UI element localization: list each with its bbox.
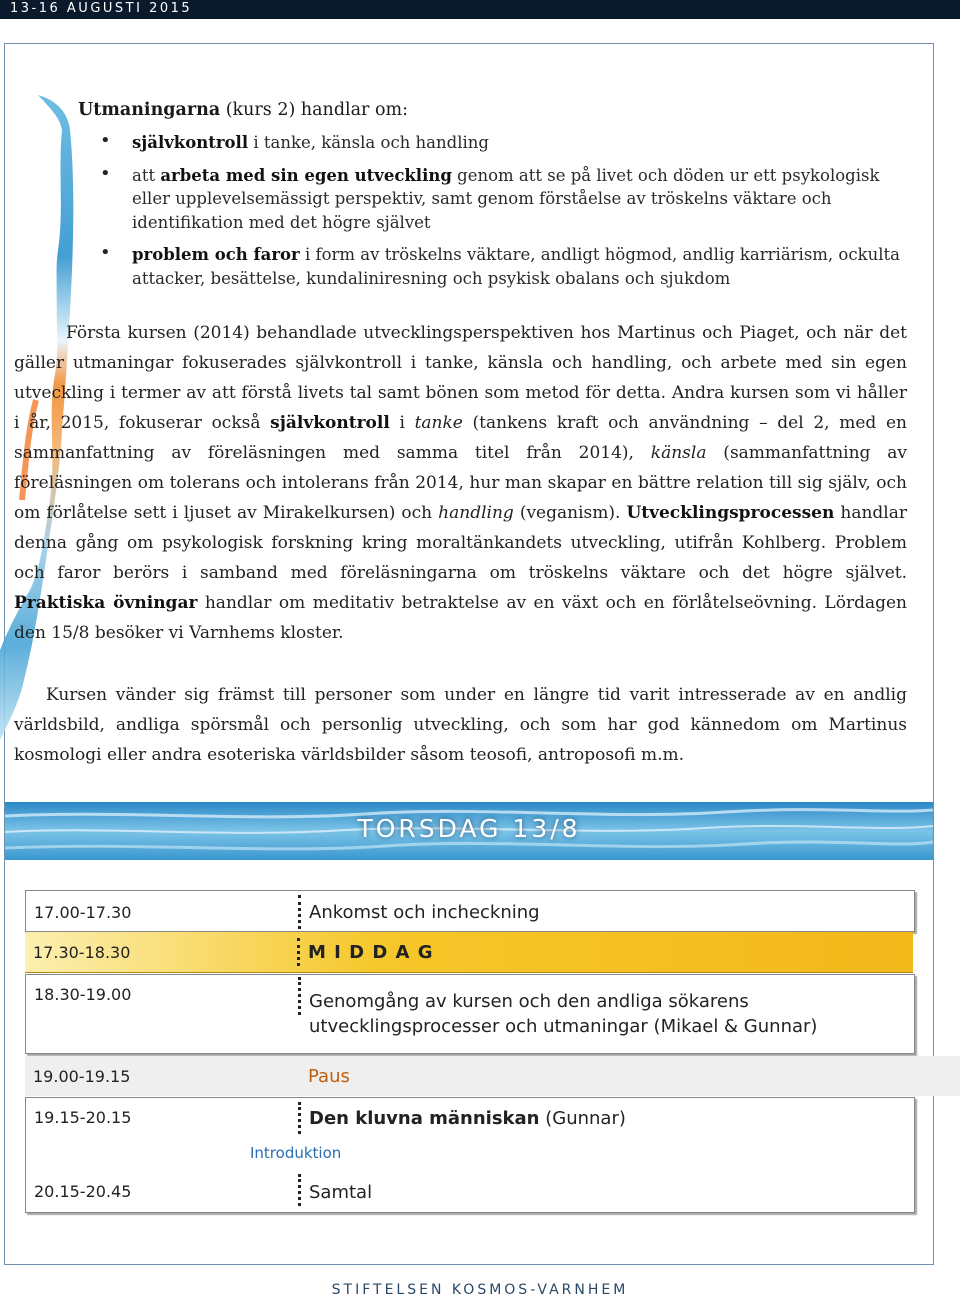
- schedule-time: 19.00-19.15: [33, 1067, 131, 1086]
- para-text: handlar om meditativ betraktelse av en växt och en förlåtelseövning. Lördagen den 15/8 besöker vi Varnhems kloster.: [14, 593, 907, 643]
- audience-paragraph: Kursen vänder sig främst till personer som under en längre tid varit intresserade av en andlig världsbild, andliga spörsmål och personlig utveckling, och som har god kännedom om Martinus kosmologi eller andra esoteriska världsbilder såsom teosofi, antroposofi m.m.: [14, 685, 907, 765]
- para-bold: självkontroll: [270, 413, 390, 433]
- para-text: handlar denna gång om psykologisk forskning kring moraltänkandets utveckling, utifrån Kohlberg. Problem och faror berörs i samband med föreläsningarna om tröskelns väktare och det högre självet.: [14, 503, 907, 583]
- challenges-list: [100, 131, 910, 299]
- para-italic: tanke: [414, 413, 463, 433]
- schedule-desc: M I D D A G: [308, 942, 434, 963]
- schedule-desc: Paus: [308, 1066, 350, 1087]
- session-speaker: (Gunnar): [539, 1108, 626, 1129]
- bullet-text: genom att se på livet och döden ur ett psykologisk eller upplevelsemässigt perspektiv, samt genom förståelse av tröskelns väktare och identifikation med det högre självet: [132, 165, 880, 232]
- schedule-desc: Genomgång av kursen och den andliga sökarens utvecklingsprocesser och utmaningar (Mikael & Gunnar): [309, 991, 818, 1037]
- schedule-desc: [309, 1106, 626, 1131]
- schedule-divider: [297, 938, 300, 966]
- day-title: TORSDAG 13/8: [357, 814, 581, 843]
- bullet-pre: att: [132, 165, 161, 185]
- schedule-divider: [298, 1102, 301, 1134]
- list-item: [100, 131, 910, 155]
- date-label: 13-16 AUGUSTI 2015: [10, 1, 193, 16]
- schedule-row: [25, 974, 915, 1054]
- bullet-bold: arbeta med sin egen utveckling: [160, 165, 452, 185]
- footer-organization: STIFTELSEN KOSMOS-VARNHEM: [331, 1282, 629, 1298]
- para-italic: handling: [438, 503, 514, 523]
- course-description-paragraph: [14, 318, 907, 648]
- para-text: (veganism).: [513, 503, 627, 523]
- challenges-heading: [78, 100, 408, 120]
- para-bold: Praktiska övningar: [14, 593, 198, 613]
- para-italic: känsla: [650, 443, 707, 463]
- schedule-time: 17.30-18.30: [33, 943, 131, 962]
- para-text: i: [389, 413, 415, 433]
- schedule-desc: Ankomst och incheckning: [309, 902, 540, 923]
- schedule-time: 19.15-20.15: [34, 1108, 132, 1127]
- schedule-time: 20.15-20.45: [34, 1182, 132, 1201]
- bullet-bold: problem och faror: [132, 245, 300, 264]
- schedule-divider: [298, 977, 301, 1015]
- schedule-time: 18.30-19.00: [34, 985, 132, 1004]
- para-text: (tankens kraft och användning – del 2, med en sammanfattning av föreläsningen med samma titel från 2014),: [14, 413, 907, 463]
- schedule-row-meal: [25, 932, 913, 973]
- bullet-text: i form av tröskelns väktare, andligt högmod, andlig karriärism, ockulta attacker, besättelse, kundaliniresning och psykisk obalans och sjukdom: [132, 245, 900, 288]
- session-title: Den kluvna människan: [309, 1108, 540, 1129]
- session-tag: Introduktion: [250, 1144, 342, 1162]
- schedule-divider: [298, 895, 301, 929]
- para-text: (sammanfattning av föreläsningen om tolerans och intolerans från 2014, hur man skapar en bättre relation till sig själv, och om förlåtelse sett i ljuset av Mirakelkursen) och: [14, 443, 908, 523]
- schedule-time: 17.00-17.30: [34, 903, 132, 922]
- schedule-divider: [298, 1174, 301, 1206]
- list-item: [100, 164, 910, 235]
- schedule-row: [25, 890, 915, 932]
- para-bold: Utvecklingsprocessen: [626, 503, 835, 523]
- challenges-heading-rest: (kurs 2) handlar om:: [220, 100, 409, 120]
- challenges-heading-bold: Utmaningarna: [78, 100, 221, 120]
- schedule-desc: Samtal: [309, 1182, 373, 1203]
- list-item: [100, 243, 910, 290]
- bullet-text: i tanke, känsla och handling: [248, 133, 489, 152]
- schedule-row: [25, 1097, 915, 1213]
- day-banner: [5, 802, 933, 860]
- schedule-row-paus: [25, 1056, 913, 1096]
- para-text: Första kursen (2014) behandlade utvecklingsperspektiven hos Martinus och Piaget, och när det gäller utmaningar fokuserades självkontroll i tanke, känsla och handling, och arbete med sin egen utveckling i termer av att förstå livets tal samt bönen som metod för detta. Andra kursen som vi håller i år, 2015, fokuserar också: [14, 323, 907, 433]
- bullet-bold: självkontroll: [132, 133, 249, 152]
